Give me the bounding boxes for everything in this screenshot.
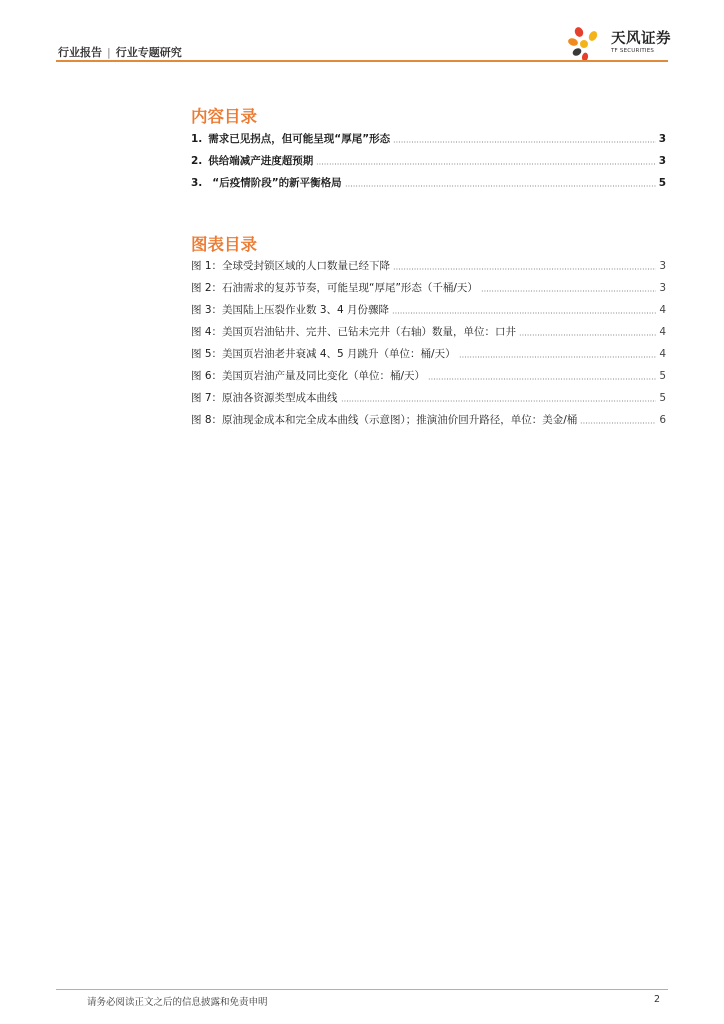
logo-text xyxy=(611,26,671,54)
toc-entry-page: 3 xyxy=(658,155,666,167)
company-logo xyxy=(568,26,678,62)
report-type: 行业专题研究 xyxy=(115,46,182,59)
figure-entry[interactable] xyxy=(191,369,666,383)
figure-entry[interactable] xyxy=(191,391,666,405)
toc-entry-number: 3. xyxy=(191,177,203,189)
dot-leader xyxy=(392,312,656,314)
toc-entry[interactable] xyxy=(191,176,666,190)
dot-leader xyxy=(393,268,656,270)
figure-entry-page: 6 xyxy=(659,414,666,426)
toc-entry-page: 3 xyxy=(658,133,666,145)
dot-leader xyxy=(519,334,656,336)
figure-entry[interactable] xyxy=(191,303,666,317)
footer-divider xyxy=(56,989,668,990)
figure-entry[interactable] xyxy=(191,281,666,295)
figure-entry-text: 图 2：石油需求的复苏节奏，可能呈现“厚尾”形态（千桶/天） xyxy=(191,282,478,294)
figure-entry-text: 图 7：原油各资源类型成本曲线 xyxy=(191,392,338,404)
dot-leader xyxy=(580,422,656,424)
figure-entry-page: 5 xyxy=(659,370,666,382)
tf-flower-logo-icon xyxy=(568,26,608,62)
dot-leader xyxy=(316,163,655,165)
logo-name-en: TF SECURITIES xyxy=(611,48,655,54)
header-separator: | xyxy=(107,45,111,59)
dot-leader xyxy=(481,290,656,292)
figure-entry-page: 4 xyxy=(659,304,666,316)
toc-entry-text: 需求已见拐点，但可能呈现“厚尾”形态 xyxy=(208,133,391,145)
disclaimer-notice: 请务必阅读正文之后的信息披露和免责申明 xyxy=(87,997,268,1008)
figure-entry[interactable] xyxy=(191,325,666,339)
figure-entry-page: 3 xyxy=(659,260,666,272)
report-category-header xyxy=(58,44,182,60)
toc-entry-number: 2. xyxy=(191,155,203,167)
figure-entry-text: 图 1：全球受封锁区域的人口数量已经下降 xyxy=(191,260,391,272)
toc-entry-text: “后疫情阶段”的新平衡格局 xyxy=(212,177,342,189)
header-divider xyxy=(56,60,668,62)
dot-leader xyxy=(345,185,656,187)
figure-entry-page: 3 xyxy=(659,282,666,294)
toc-entry-page: 5 xyxy=(658,177,666,189)
dot-leader xyxy=(341,400,657,402)
dot-leader xyxy=(393,141,656,143)
figure-entry-text: 图 3：美国陆上压裂作业数 3、4 月份骤降 xyxy=(191,304,390,316)
figure-entry[interactable] xyxy=(191,413,666,427)
figure-entry[interactable] xyxy=(191,347,666,361)
toc-entry[interactable] xyxy=(191,132,666,146)
dot-leader xyxy=(459,356,657,358)
dot-leader xyxy=(428,378,656,380)
figure-entry-page: 5 xyxy=(659,392,666,404)
toc-entry[interactable] xyxy=(191,154,666,168)
report-category: 行业报告 xyxy=(58,46,102,59)
logo-name-cn: 天风证券 xyxy=(611,31,671,47)
toc-entry-number: 1. xyxy=(191,133,203,145)
figure-entry-page: 4 xyxy=(659,348,666,360)
figure-entry-page: 4 xyxy=(659,326,666,338)
figure-entry-text: 图 8：原油现金成本和完全成本曲线（示意图）；推演油价回升路径，单位：美金/桶 xyxy=(191,414,578,426)
figure-entry-text: 图 6：美国页岩油产量及同比变化（单位：桶/天） xyxy=(191,370,426,382)
toc-entry-text: 供给端减产进度超预期 xyxy=(208,155,314,167)
page-number: 2 xyxy=(654,994,661,1005)
figures-title: 图表目录 xyxy=(191,235,257,254)
figure-entry[interactable] xyxy=(191,259,666,273)
figure-entry-text: 图 5：美国页岩油老井衰减 4、5 月跳升（单位：桶/天） xyxy=(191,348,456,360)
toc-title: 内容目录 xyxy=(191,107,257,126)
figure-entry-text: 图 4：美国页岩油钻井、完井、已钻未完井（右轴）数量，单位：口井 xyxy=(191,326,517,338)
